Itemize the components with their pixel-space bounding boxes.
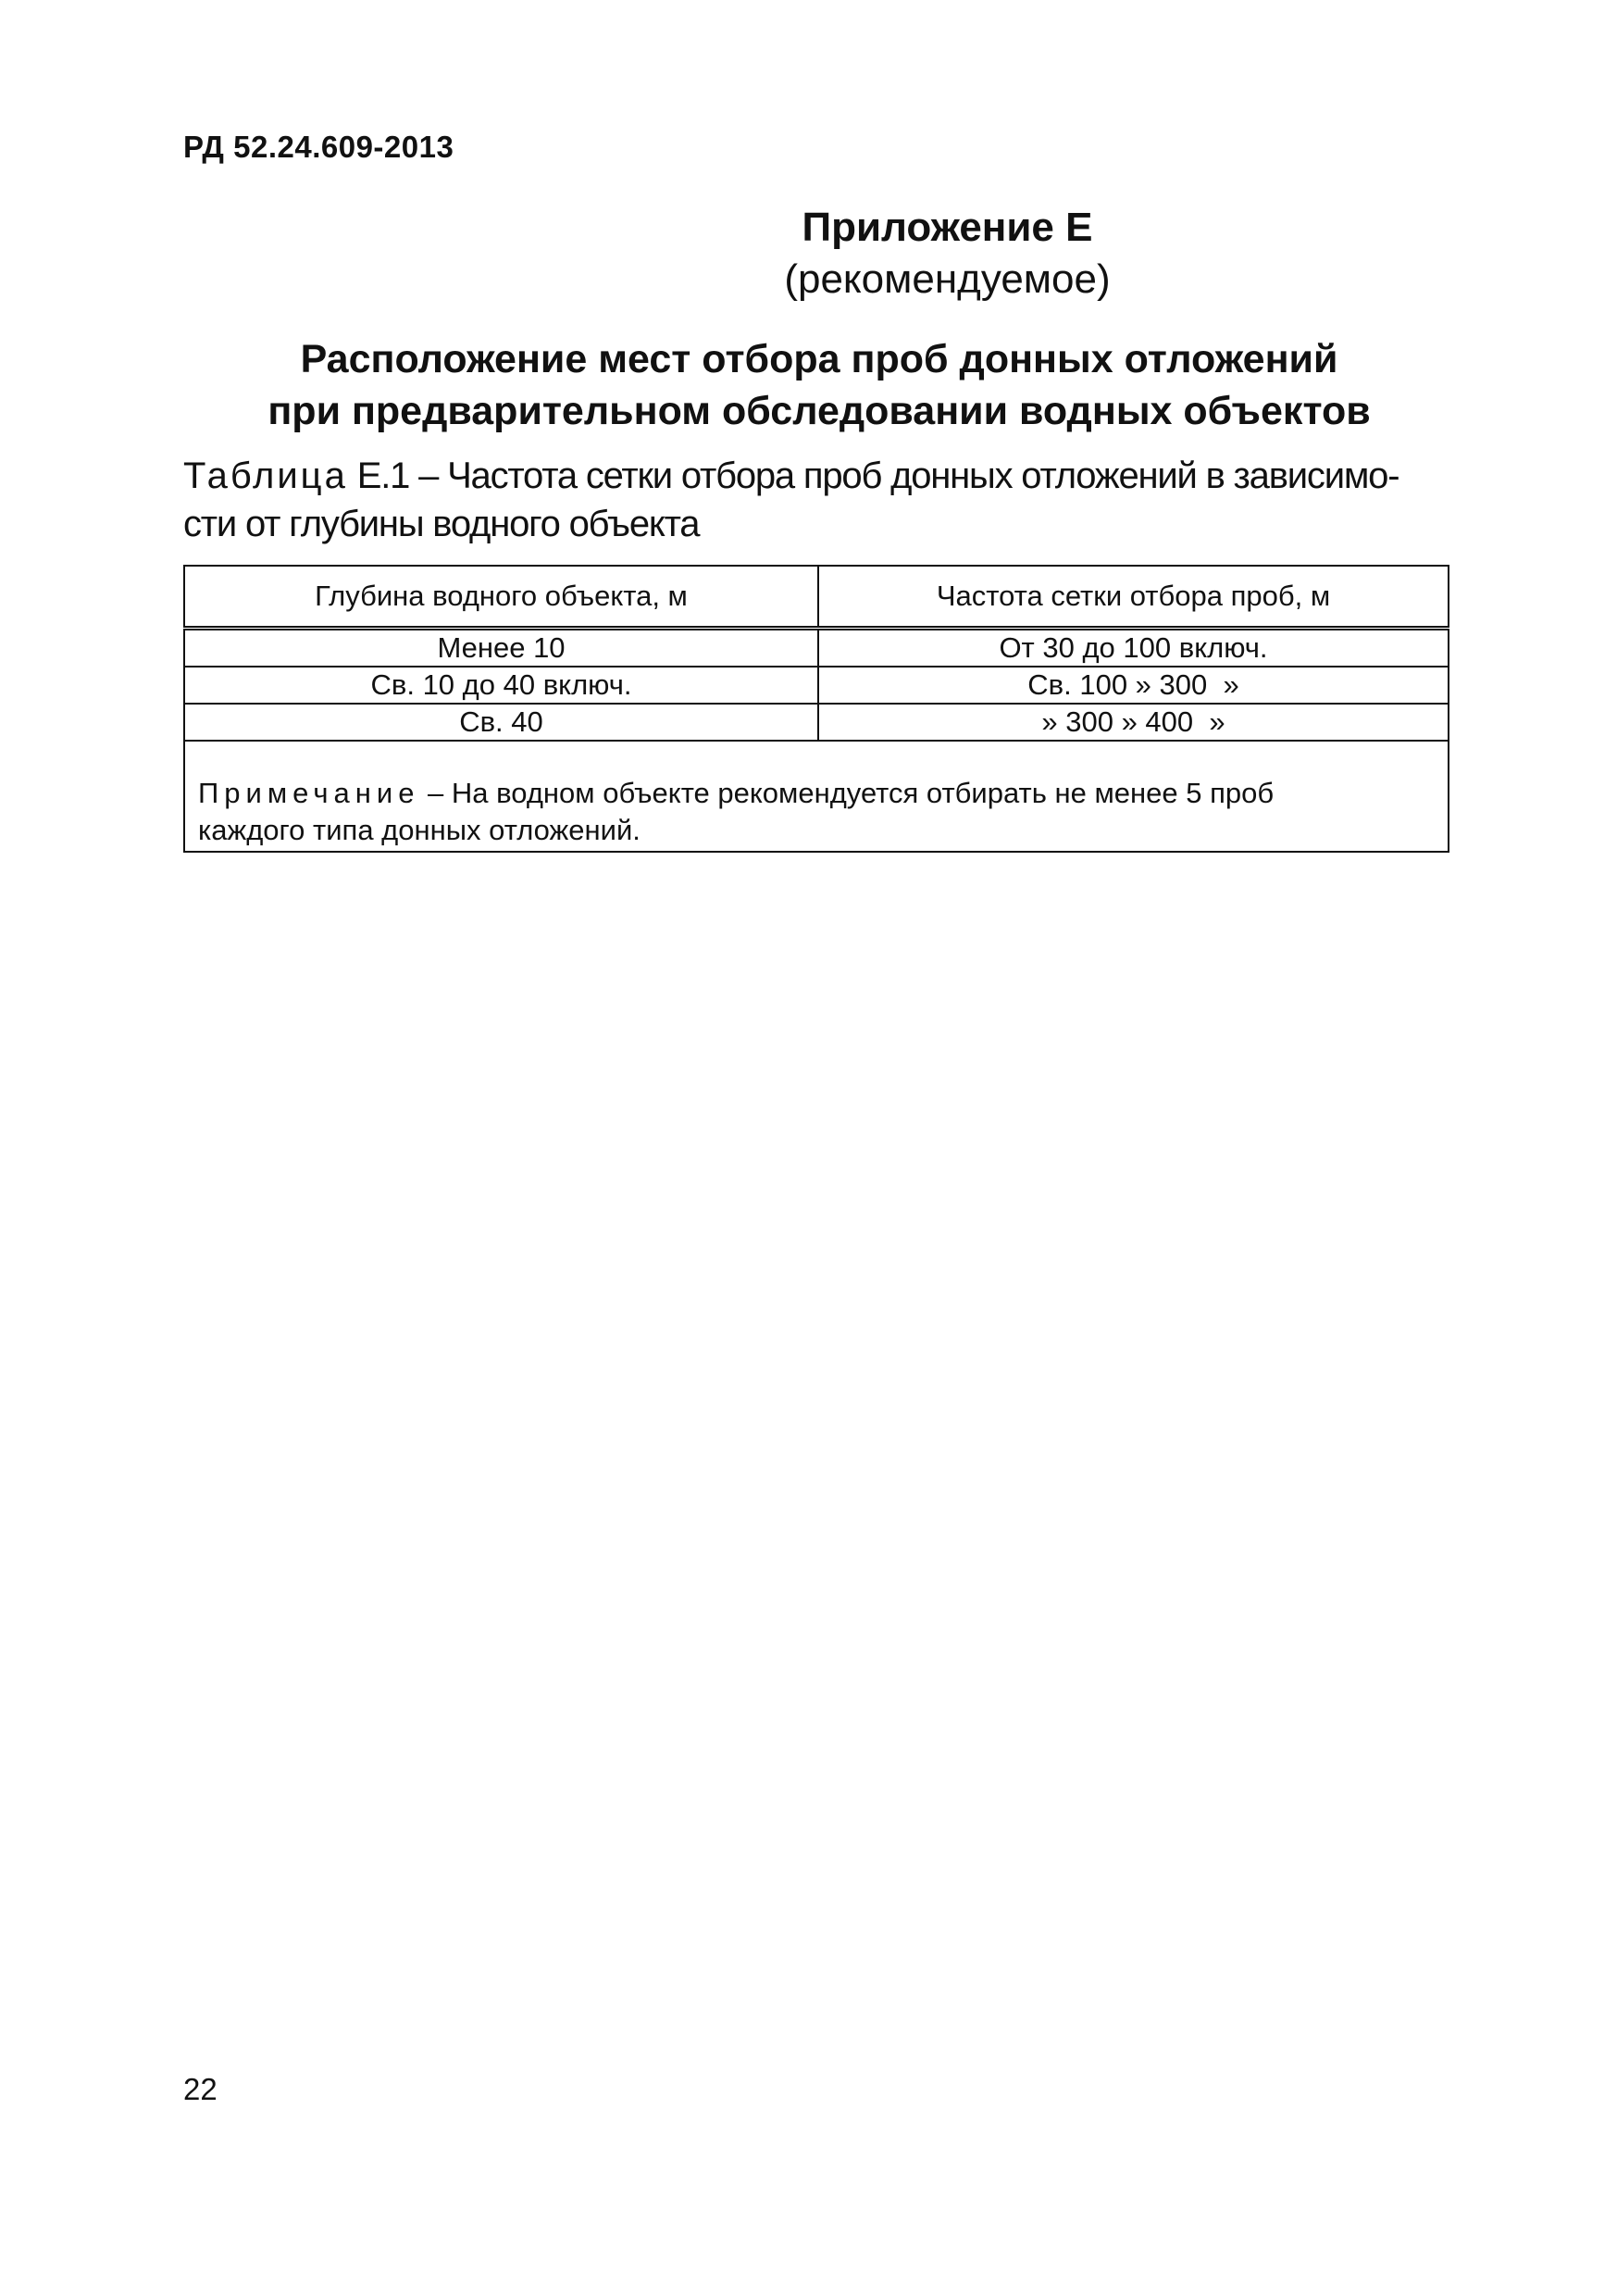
column-header-frequency: Частота сетки отбора проб, м (818, 566, 1449, 629)
page-number: 22 (183, 2072, 218, 2106)
column-header-depth: Глубина водного объекта, м (184, 566, 818, 629)
table-caption (183, 452, 1451, 548)
appendix-title: Приложение Е (802, 205, 1093, 250)
table-note-line-2: каждого типа донных отложений. (198, 814, 641, 846)
table-row (184, 667, 1449, 704)
section-title (185, 333, 1453, 437)
table-note (184, 741, 1449, 852)
table-note-line-1 (198, 775, 1429, 812)
table-header-row (184, 566, 1449, 629)
table-note-text: – На водном объекте рекомендуется отбирать не менее 5 проб (419, 777, 1275, 809)
table-cell: От 30 до 100 включ. (818, 629, 1449, 668)
table-caption-line-2: сти от глубины водного объекта (183, 504, 700, 544)
appendix-subtitle: (рекомендуемое) (784, 256, 1111, 302)
table-row (184, 629, 1449, 668)
table-cell: Св. 100 » 300 » (818, 667, 1449, 704)
section-title-line-2: при предварительном обследовании водных объектов (267, 389, 1371, 433)
table-caption-lead: Таблица (183, 455, 348, 496)
table-note-lead: Примечание (198, 777, 420, 809)
table-caption-text: Е.1 – Частота сетки отбора проб донных отложений в зависимо- (347, 455, 1399, 496)
section-title-line-1: Расположение мест отбора проб донных отложений (300, 337, 1338, 381)
table-note-row (184, 741, 1449, 852)
appendix-heading (0, 202, 1617, 306)
table-caption-line-1 (183, 452, 1451, 500)
table-cell: » 300 » 400 » (818, 704, 1449, 741)
table-cell: Менее 10 (184, 629, 818, 668)
table-row (184, 704, 1449, 741)
document-code: РД 52.24.609-2013 (183, 130, 454, 164)
table-cell: Св. 40 (184, 704, 818, 741)
table-cell: Св. 10 до 40 включ. (184, 667, 818, 704)
frequency-table (183, 565, 1449, 853)
